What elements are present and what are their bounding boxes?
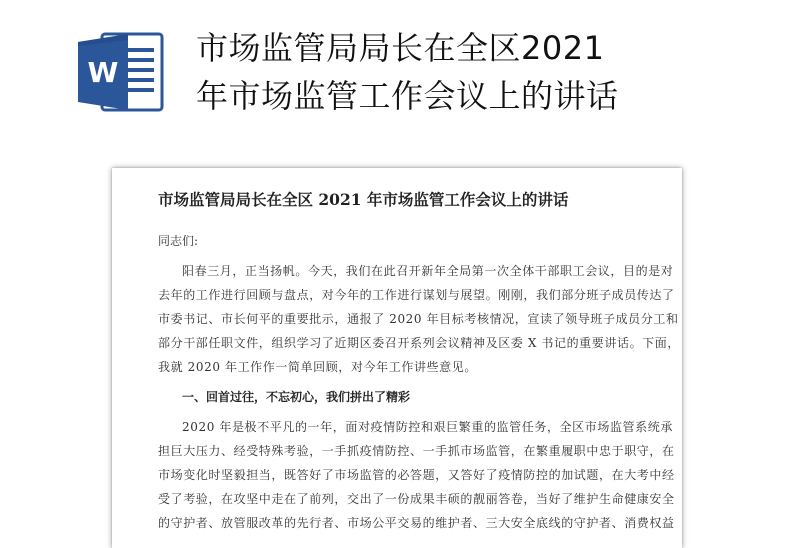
paragraph-line: 受了考验，在攻坚中走在了前列，交出了一份成果丰硕的靓丽答卷，当好了维护生命健康安全 — [158, 492, 675, 506]
document-title: 市场监管局局长在全区 2021 年市场监管工作会议上的讲话 — [158, 190, 569, 209]
section-heading: 一、回首过往，不忘初心，我们拼出了精彩 — [182, 390, 411, 404]
paragraph-line: 市委书记、市长何平的重要批示，通报了 2020 年目标考核情况，宣读了领导班子成员分工和 — [158, 312, 679, 326]
paragraph-line: 我就 2020 年工作作一简单回顾，对今年工作讲些意见。 — [158, 360, 477, 374]
page-title — [196, 24, 776, 120]
paragraph-line: 市场变化时坚毅担当，既答好了市场监管的必答题，又答好了疫情防控的加试题，在大考中经 — [158, 468, 675, 482]
paragraph-line: 阳春三月，正当扬帆。今天，我们在此召开新年全局第一次全体干部职工会议，目的是对 — [182, 264, 674, 278]
paragraph-line: 担巨大压力、经受特殊考验，一手抓疫情防控、一手抓市场监管，在繁重履职中忠于职守，在 — [158, 444, 675, 458]
word-icon-letter: W — [87, 56, 119, 89]
page-title-line1: 市场监管局局长在全区2021 — [196, 29, 605, 67]
word-icon — [76, 30, 164, 114]
paragraph-line: 部分干部任职文件，组织学习了近期区委召开系列会议精神及区委 X 书记的重要讲话。下面， — [158, 336, 680, 350]
paragraph-line: 去年的工作进行回顾与盘点，对今年的工作进行谋划与展望。刚刚，我们部分班子成员传达了 — [158, 288, 675, 302]
header — [0, 0, 800, 150]
salutation: 同志们: — [158, 234, 199, 248]
page-title-line2: 年市场监管工作会议上的讲话 — [196, 77, 619, 115]
paragraph-line: 2020 年是极不平凡的一年，面对疫情防控和艰巨繁重的监管任务，全区市场监管系统承 — [182, 420, 673, 434]
document-page — [112, 168, 682, 548]
paragraph-line: 的守护者、放管服改革的先行者、市场公平交易的维护者、三大安全底线的守护者、消费权益 — [158, 516, 675, 530]
